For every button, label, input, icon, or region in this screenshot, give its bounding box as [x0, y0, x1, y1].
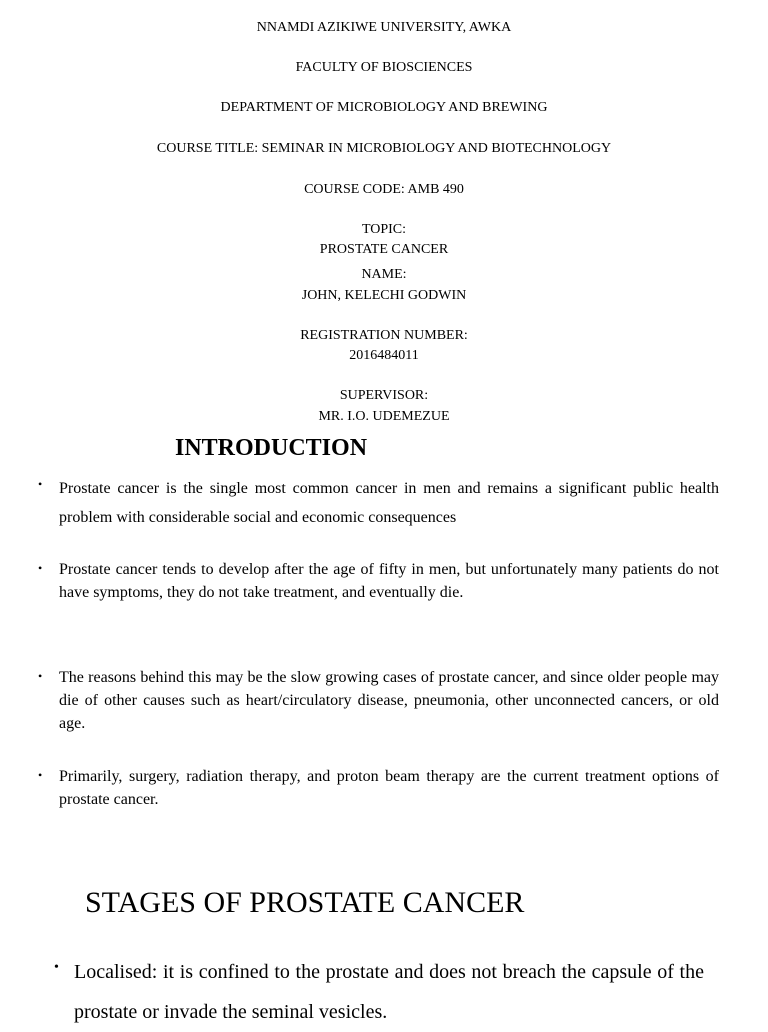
registration-label: REGISTRATION NUMBER: [300, 328, 468, 343]
faculty-name: FACULTY OF BIOSCIENCES [295, 60, 473, 75]
name-value: JOHN, KELECHI GODWIN [301, 288, 467, 303]
topic-label: TOPIC: [361, 222, 407, 237]
supervisor-label: SUPERVISOR: [339, 388, 429, 403]
supervisor-value: MR. I.O. UDEMEZUE [318, 409, 450, 424]
intro-point-4: Primarily, surgery, radiation therapy, and proton beam therapy are the current treatment options of prostate cancer. [59, 768, 719, 808]
stages-heading: STAGES OF PROSTATE CANCER [85, 886, 525, 919]
bullet-icon: • [38, 669, 43, 683]
bullet-icon: • [38, 477, 43, 491]
intro-point-1: Prostate cancer is the single most common cancer in men and remains a significant public health problem with considerable social and economic consequences [59, 480, 719, 526]
department-name: DEPARTMENT OF MICROBIOLOGY AND BREWING [220, 100, 548, 115]
course-title: COURSE TITLE: SEMINAR IN MICROBIOLOGY AND BIOTECHNOLOGY [156, 141, 612, 156]
bullet-icon: • [54, 960, 59, 975]
topic-value: PROSTATE CANCER [319, 242, 449, 257]
name-label: NAME: [361, 267, 407, 282]
stage-point-1: Localised: it is confined to the prostate and does not breach the capsule of the prostate or invade the seminal vesicles. [74, 961, 704, 1023]
intro-point-3: The reasons behind this may be the slow growing cases of prostate cancer, and since older people may die of other causes such as heart/circulatory disease, pneumonia, other unconnected cancers, or old age. [59, 669, 719, 732]
bullet-icon: • [38, 768, 43, 782]
registration-value: 2016484011 [349, 348, 419, 363]
bullet-icon: • [38, 561, 43, 575]
intro-point-2: Prostate cancer tends to develop after the age of fifty in men, but unfortunately many patients do not have symptoms, they do not take treatment, and eventually die. [59, 561, 719, 601]
university-name: NNAMDI AZIKIWE UNIVERSITY, AWKA [256, 20, 512, 35]
introduction-heading: INTRODUCTION [175, 435, 368, 461]
course-code: COURSE CODE: AMB 490 [304, 182, 464, 197]
